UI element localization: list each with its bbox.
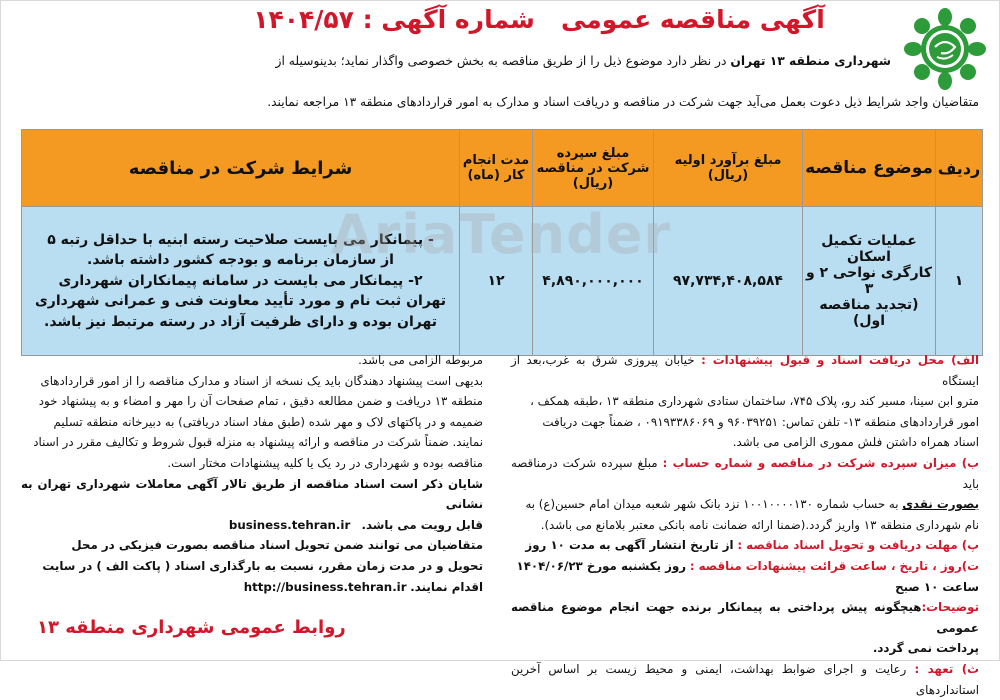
subject-line-3: (تجدید مناقصه اول) — [819, 297, 919, 329]
header-subject: موضوع مناقصه — [803, 130, 936, 207]
tender-table — [21, 129, 983, 356]
cell-estimate: ۹۷,۷۳۴,۴۰۸,۵۸۴ — [654, 207, 803, 356]
section-f-text: رعایت و اجرای ضوابط بهداشت، ایمنی و محیط زیست بر اساس آخرین استانداردهای — [511, 661, 979, 697]
condition-line-2: از سازمان برنامه و بودجه کشور داشته باشد. — [87, 252, 394, 269]
condition-line-3: ۲- پیمانکار می بایست در سامانه پیمانکاران شهرداری — [58, 272, 423, 289]
subject-line-1: عملیات تکمیل اسکان — [821, 233, 917, 265]
table-row — [22, 207, 983, 356]
public-relations-footer: روابط عمومی شهرداری منطقه ۱۳ — [37, 617, 346, 638]
section-a-text-4: اسناد همراه داشتن فلش مموری الزامی می باشد. — [732, 435, 979, 450]
header-row-number: ردیف — [936, 130, 983, 207]
condition-line-5: تهران بوده و دارای ظرفیت آزاد در رسته مرتبط نیز باشد. — [44, 313, 437, 330]
left-line-5: نمایند. ضمناً شرکت در مناقصه و ارائه پیشنهاد به منزله قبول شروط و تکالیف مقرر در اسناد — [33, 435, 483, 450]
intro-line-1: در نظر دارد موضوع ذیل را از طریق مناقصه به بخش خصوصی واگذار نماید؛ بدینوسیله از — [275, 54, 727, 68]
table-header-row — [22, 130, 983, 207]
section-e — [511, 597, 979, 638]
header-estimate: مبلغ برآورد اولیه (ریال) — [654, 130, 803, 207]
section-a-text-2: مترو ابن سینا، مسیر کند رو، پلاک ۷۴۵، ساختمان ستادی شهرداری منطقه ۱۳ ،طبقه همکف ، — [530, 394, 979, 409]
section-d-text-2: ساعت ۱۰ صبح — [895, 579, 979, 594]
intro-paragraph-2 — [21, 93, 979, 111]
cell-deposit: ۴,۸۹۰,۰۰۰,۰۰۰ — [533, 207, 654, 356]
notice-title — [229, 5, 849, 34]
left-line-6: مناقصه بوده و شهرداری در رد یک یا کلیه پیشنهادات مختار است. — [167, 455, 483, 470]
section-c-title: پ) مهلت دریافت و تحویل اسناد مناقصه : — [737, 538, 979, 553]
cell-conditions — [22, 207, 460, 356]
section-b-text-3: نام شهرداری منطقه ۱۳ واریز گردد.(ضمنا ارائه ضمانت نامه بانکی معتبر بلامانع می باشد). — [540, 517, 979, 532]
left-line-11-text: اقدام نمایند. — [410, 579, 483, 594]
details-left-column — [21, 350, 483, 597]
condition-line-1: - پیمانکار می بایست صلاحیت رسته ابنیه با حداقل رتبه ۵ — [47, 231, 434, 248]
section-e-title: توضیحات: — [921, 600, 979, 615]
section-d-title: ت)روز ، تاریخ ، ساعت قرائت پیشنهادات مناقصه : — [689, 558, 979, 573]
section-d-text-1: روز یکشنبه مورخ ۱۴۰۴/۰۶/۲۳ — [516, 558, 687, 573]
left-line-3: منطقه ۱۳ دریافت و ضمن مطالعه دقیق ، تمام صفحات آن را مهر و امضاء و به پیشنهاد خود — [38, 394, 483, 409]
section-b — [511, 453, 979, 494]
left-line-2: بدیهی است پیشنهاد دهندگان باید یک نسخه از اسناد و مدارک مناقصه را از امور قراردادهای — [40, 373, 483, 388]
section-b-line-2 — [511, 494, 979, 515]
left-line-11 — [21, 577, 483, 598]
header-conditions: شرایط شرکت در مناقصه — [22, 130, 460, 207]
cell-subject — [803, 207, 936, 356]
business-site-link[interactable]: business.tehran.ir — [228, 517, 351, 532]
organization-name: شهرداری منطقه ۱۳ تهران — [730, 54, 891, 68]
left-line-8-text: قابل رویت می باشد. — [361, 517, 483, 532]
intro-line-2: متقاضیان واجد شرایط ذیل دعوت بعمل می‌آید جهت شرکت در مناقصه و دریافت اسناد و مدارک به امور قراردادهای منطقه ۱۳ مراجعه نمایند. — [267, 95, 979, 109]
section-b-title: ب) میزان سپرده شرکت در مناقصه و شماره حساب : — [662, 455, 979, 470]
section-f — [511, 659, 979, 700]
section-a-text-1: خیابان پیروزی شرق به غرب،بعد از ایستگاه — [511, 353, 979, 388]
section-c-text: از تاریخ انتشار آگهی به مدت ۱۰ روز — [525, 538, 734, 553]
left-line-7: شایان ذکر است اسناد مناقصه از طریق تالار آگهی معاملات شهرداری تهران به نشانی — [21, 476, 483, 512]
left-line-8 — [21, 515, 483, 536]
tehran-municipality-logo — [905, 9, 985, 89]
left-line-4: ضمیمه و در پاکتهای لاک و مهر شده (طبق مفاد اسناد دریافتی) به دبیرخانه منطقه تسلیم — [53, 414, 483, 429]
section-a — [511, 350, 979, 391]
condition-line-4: تهران ثبت نام و مورد تأیید معاونت فنی و عمرانی شهرداری — [34, 293, 447, 310]
cell-duration: ۱۲ — [460, 207, 533, 356]
section-c — [511, 535, 979, 556]
section-a-text-3: امور قراردادهای منطقه ۱۳- تلفن تماس: ۹۶۰۳۹۲۵۱ و ۰۹۱۹۳۳۸۶۰۶۹ ، ضمناً جهت دریافت — [542, 414, 979, 429]
left-line-9: متقاضیان می توانند ضمن تحویل اسناد مناقصه بصورت فیزیکی در محل — [71, 538, 483, 553]
title-number: شماره آگهی : ۱۴۰۴/۵۷ — [253, 5, 535, 34]
section-b-text-2: به حساب شماره ۱۰۰۱۰۰۰۰۱۳۰ نزد بانک شهر شعبه میدان امام حسین(ع) به — [525, 497, 899, 512]
left-line-1: مربوطه الزامی می باشد. — [358, 353, 483, 367]
business-site-url-link[interactable]: http://business.tehran.ir — [243, 579, 407, 594]
title-main: آگهی مناقصه عمومی — [560, 5, 825, 34]
subject-line-2: کارگری نواحی ۲ و ۳ — [805, 265, 933, 297]
intro-paragraph — [21, 51, 891, 71]
header-deposit: مبلغ سپرده شرکت در مناقصه (ریال) — [533, 130, 654, 207]
left-line-10: تحویل و در مدت زمان مقرر، نسبت به بارگذاری اسناد ( پاکت الف ) در سایت — [42, 558, 483, 573]
section-e-text-1: هیچگونه پیش پرداختی به پیمانکار برنده جهت انجام موضوع مناقصه عمومی — [511, 600, 979, 635]
section-d — [511, 556, 979, 577]
section-e-text-2: پرداخت نمی گردد. — [872, 641, 979, 656]
section-a-title: الف) محل دریافت اسناد و قبول پیشنهادات : — [701, 353, 979, 367]
cell-row-number: ۱ — [936, 207, 983, 356]
header-duration: مدت انجام کار (ماه) — [460, 130, 533, 207]
section-f-title: ث) تعهد : — [914, 661, 979, 676]
section-b-text-1: مبلغ سپرده شرکت درمناقصه باید — [511, 455, 979, 491]
details-right-column — [511, 350, 979, 700]
section-b-cash: بصورت نقدی — [902, 497, 979, 512]
watermark: AriaTender — [331, 203, 672, 266]
